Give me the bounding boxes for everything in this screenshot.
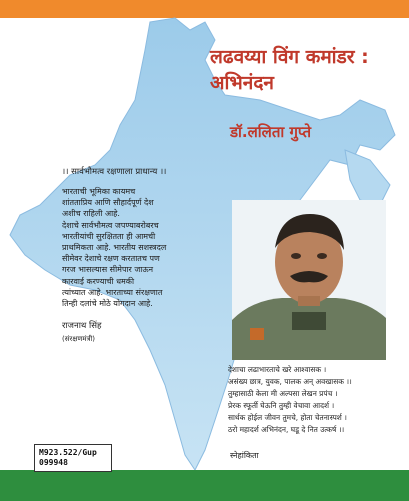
poem-line: तुम्हासाठी केला मी अल्पसा लेखन प्रपंच । <box>228 389 338 398</box>
poem <box>228 364 406 436</box>
quote-line: भारतीयांची सुरक्षितता ही आमची <box>62 231 156 241</box>
accession-number: 099948 <box>39 458 68 467</box>
quote-signer-role: (संरक्षणमंत्री) <box>62 335 95 343</box>
quote-body <box>62 186 212 309</box>
poem-line: सार्थक होईल जीवन तुमचे, होता चेतनास्पर्श । <box>228 413 347 422</box>
quote-line: अशीच राहिली आहे. <box>62 209 120 219</box>
quote-signer: राजनाथ सिंह <box>62 321 102 331</box>
poem-line: असंख्य छात्र, युवक, पालक अन् अवखासक ।। <box>228 377 352 386</box>
poem-line: ठरो महादर्श अभिनंदन, घडू दे नित उत्कर्ष ।। <box>228 425 345 434</box>
quote-heading: ।। सार्वभौमत्व रक्षणाला प्राधान्य ।। <box>62 167 167 177</box>
quote-line: देशाचे सार्वभौमत्व जपण्याबरोबरच <box>62 220 159 230</box>
quote-line: गरज भासल्यास सीमेपार जाऊन <box>62 265 154 275</box>
quote-line: त्यांच्यात आहे. भारताच्या संरक्षणात <box>62 287 163 297</box>
book-title: लढवय्या विंग कमांडर : अभिनंदन <box>210 46 369 94</box>
poem-signature: स्नेहांकिता <box>230 451 259 460</box>
call-number: M923.522/Gup <box>39 448 97 457</box>
green-band <box>0 470 409 501</box>
quote-line: भारताची भूमिका कायमच <box>62 187 136 196</box>
pilot-portrait-photo <box>232 200 386 360</box>
quote-line: शांतताप्रिय आणि सौहार्दपूर्ण देश <box>62 198 154 208</box>
quote-line: सीमेवर देशाचे रक्षण करतातच पण <box>62 254 160 264</box>
poem-line: प्रेरक स्फूर्ती घेऊनि तुम्ही वेचावा आदर्श । <box>228 401 335 410</box>
library-call-number-label <box>34 444 112 472</box>
quote-line: प्राथमिकता आहे. भारतीय सशस्त्रदल <box>62 243 167 253</box>
quote-line: तिन्ही दलांचे मोठे योगदान आहे. <box>62 299 153 309</box>
author-name: डॉ.ललिता गुप्ते <box>230 123 312 141</box>
poem-line: देशाचा लढाभारताचे खरे आश्वासक । <box>228 365 327 374</box>
quote-line: कारवाई करण्याची धमकी <box>62 276 135 286</box>
